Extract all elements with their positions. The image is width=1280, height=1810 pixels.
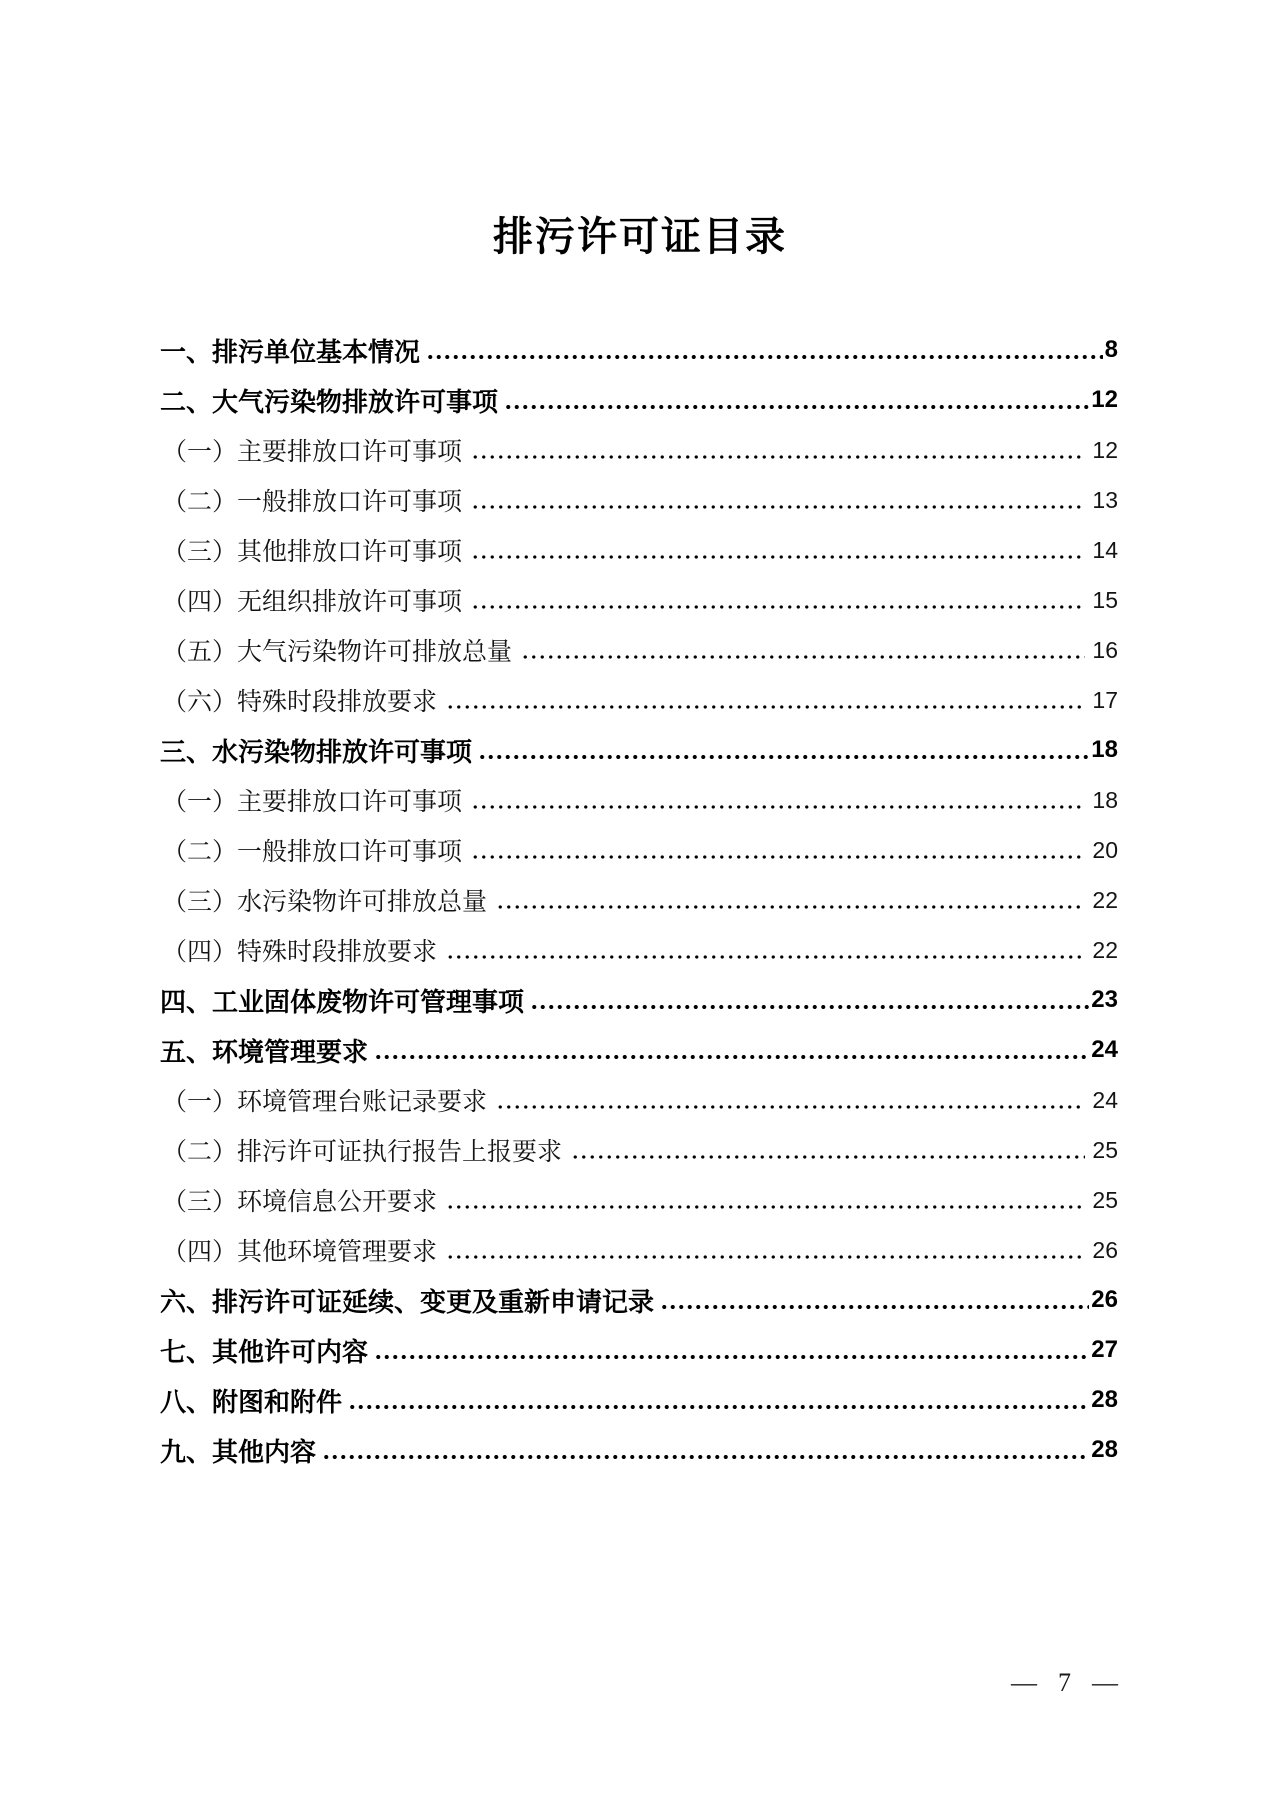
toc-row [160,575,1118,625]
toc-entry-label: （二）一般排放口许可事项 [162,839,463,866]
toc-entry-label: （一）主要排放口许可事项 [162,789,463,816]
toc-row [160,625,1118,675]
dot-leader [446,1254,1085,1260]
toc-row [160,725,1118,775]
dot-leader [374,1354,1089,1360]
toc-entry-page-number: 18 [1091,736,1118,763]
toc-entry-page-number: 13 [1092,486,1118,513]
dot-leader [504,404,1089,410]
toc-entry-label: （三）其他排放口许可事项 [162,539,463,566]
toc-entry-page-number: 28 [1091,1386,1118,1413]
dot-leader [478,754,1089,760]
toc-row [160,1025,1118,1075]
toc-row [160,1225,1118,1275]
toc-entry-page-number: 8 [1104,336,1118,363]
dot-leader [348,1404,1089,1410]
toc-entry-label: 一、排污单位基本情况 [160,336,421,367]
dot-leader [446,1204,1085,1210]
toc-entry-label: （三）水污染物许可排放总量 [162,889,488,916]
toc-entry-page-number: 15 [1092,586,1118,613]
toc-entry-label: （五）大气污染物许可排放总量 [162,639,513,666]
toc-entry-label: （二）排污许可证执行报告上报要求 [162,1139,563,1166]
dot-leader [521,654,1085,660]
toc-row [160,475,1118,525]
dot-leader [446,704,1085,710]
dot-leader [322,1454,1089,1460]
dot-leader [471,604,1085,610]
toc-entry-label: （一）环境管理台账记录要求 [162,1089,488,1116]
toc-entry-label: 三、水污染物排放许可事项 [160,736,473,767]
toc-entry-label: 七、其他许可内容 [160,1336,369,1367]
toc-row [160,1325,1118,1375]
toc-row [160,975,1118,1025]
dot-leader [530,1004,1089,1010]
toc-entry-label: （六）特殊时段排放要求 [162,689,438,716]
toc-entry-label: 四、工业固体废物许可管理事项 [160,986,525,1017]
toc-entry-label: （二）一般排放口许可事项 [162,489,463,516]
toc-entry-page-number: 23 [1091,986,1118,1013]
toc-row [160,825,1118,875]
footer-page-number: 7 [1058,1668,1071,1697]
toc-row [160,375,1118,425]
toc-row [160,675,1118,725]
toc-entry-page-number: 27 [1091,1336,1118,1363]
toc-entry-label: 二、大气污染物排放许可事项 [160,386,499,417]
toc-entry-page-number: 26 [1091,1286,1118,1313]
toc-row [160,875,1118,925]
toc-row [160,325,1118,375]
dot-leader [471,454,1085,460]
page-title: 排污许可证目录 [493,215,787,259]
toc-entry-page-number: 20 [1092,836,1118,863]
toc-row [160,775,1118,825]
toc-entry-page-number: 14 [1092,536,1118,563]
toc-entry-label: （三）环境信息公开要求 [162,1189,438,1216]
dot-leader [496,904,1085,910]
toc-row [160,1175,1118,1225]
toc-entry-page-number: 12 [1091,386,1118,413]
toc-entry-label: 六、排污许可证延续、变更及重新申请记录 [160,1286,655,1317]
toc-row [160,525,1118,575]
toc-entry-page-number: 24 [1091,1036,1118,1063]
toc-entry-page-number: 16 [1092,636,1118,663]
dot-leader [426,354,1103,360]
toc-row [160,1075,1118,1125]
toc-row [160,1375,1118,1425]
toc-entry-page-number: 28 [1091,1436,1118,1463]
dot-leader [471,854,1085,860]
toc-entry-label: （四）其他环境管理要求 [162,1239,438,1266]
toc-entry-label: 五、环境管理要求 [160,1036,369,1067]
dot-leader [660,1304,1089,1310]
toc-entry-label: （一）主要排放口许可事项 [162,439,463,466]
dot-leader [471,804,1085,810]
toc-entry-page-number: 25 [1092,1136,1118,1163]
toc-entry-page-number: 22 [1092,936,1118,963]
dot-leader [496,1104,1085,1110]
toc-list [160,325,1118,1475]
toc-entry-page-number: 17 [1092,686,1118,713]
toc-row [160,1125,1118,1175]
toc-entry-page-number: 26 [1092,1236,1118,1263]
dot-leader [374,1054,1089,1060]
toc-entry-page-number: 12 [1092,436,1118,463]
dot-leader [446,954,1085,960]
toc-entry-page-number: 24 [1092,1086,1118,1113]
toc-row [160,925,1118,975]
footer-dash-right: — [1092,1668,1118,1697]
toc-entry-page-number: 22 [1092,886,1118,913]
toc-row [160,425,1118,475]
toc-entry-page-number: 18 [1092,786,1118,813]
toc-entry-label: 八、附图和附件 [160,1386,343,1417]
dot-leader [471,554,1085,560]
dot-leader [571,1154,1085,1160]
page-footer [1011,1668,1118,1698]
toc-row [160,1275,1118,1325]
dot-leader [471,504,1085,510]
toc-entry-label: （四）特殊时段排放要求 [162,939,438,966]
toc-entry-label: 九、其他内容 [160,1436,317,1467]
footer-dash-left: — [1011,1668,1037,1697]
toc-entry-label: （四）无组织排放许可事项 [162,589,463,616]
toc-entry-page-number: 25 [1092,1186,1118,1213]
toc-row [160,1425,1118,1475]
